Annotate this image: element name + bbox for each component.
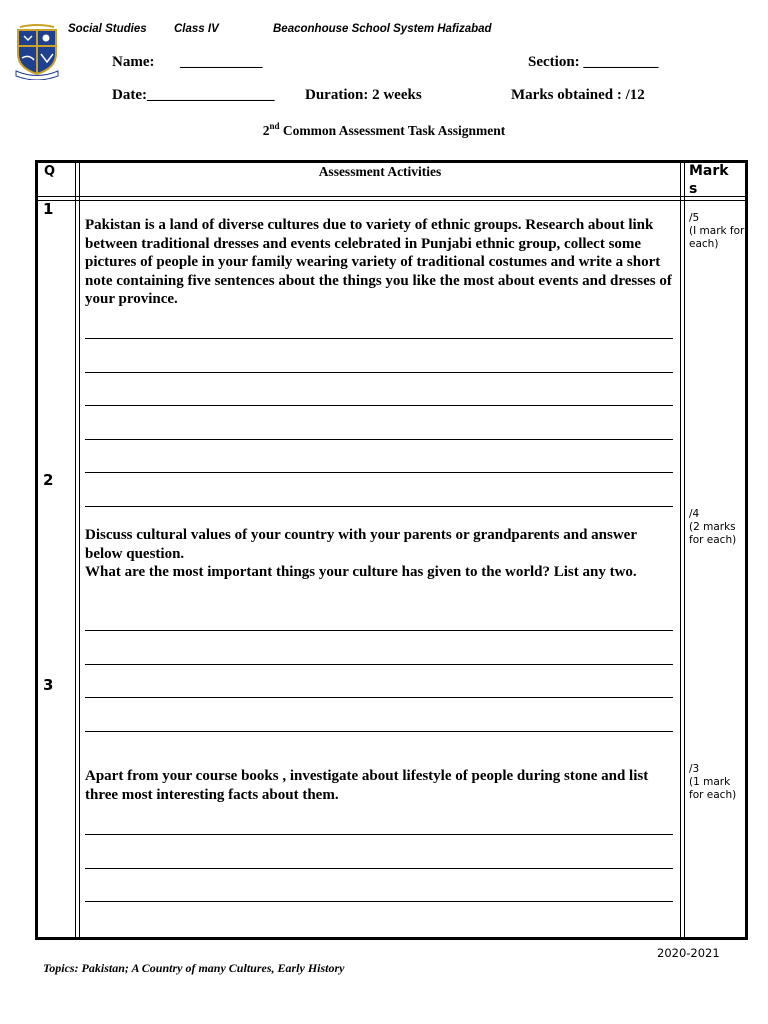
answer-line[interactable] [85,901,673,902]
question-2-marks-total: /4 [689,508,700,520]
answer-line[interactable] [85,731,673,732]
question-3-text: Apart from your course books , investigate about lifestyle of people during stone and list three most interesting facts about them. [85,768,649,803]
question-3-marks [689,763,736,802]
question-2-marks-note-2: for each) [689,534,737,546]
name-label: Name: [112,54,155,70]
question-number-2: 2 [43,471,54,489]
column-header-q: Q [44,164,56,179]
column-header-marks [689,162,729,198]
column-header-activities: Assessment Activities [318,164,442,179]
question-2-marks-note-1: (2 marks [689,521,736,533]
answer-line[interactable] [85,338,673,339]
title-ordinal-suffix: nd [269,121,280,131]
question-2-marks [689,508,736,547]
class-label: Class IV [174,23,219,35]
column-divider-q [75,160,80,940]
column-divider-marks [680,160,685,940]
answer-line[interactable] [85,472,673,473]
topics-footer: Topics: Pakistan; A Country of many Cultures, Early History [43,961,345,975]
academic-year: 2020-2021 [657,946,720,960]
answer-line[interactable] [85,868,673,869]
subject-label: Social Studies [68,23,147,35]
question-1-text: Pakistan is a land of diverse cultures due to variety of ethnic groups. Research about link between traditional dresses and events celebrated in Punjabi ethnic group, collect some pictures of people in your family wearing variety of traditional costumes and write a short note containing five sentences about the things you like the most about events and dresses of your province. [85,217,672,307]
name-blank: ___________ [180,54,263,70]
question-1-marks-note-1: (I mark for [689,225,745,237]
column-header-marks-line1: Mark [689,163,729,179]
question-2-text [85,526,677,582]
answer-line[interactable] [85,439,673,440]
section-field: Section: __________ [528,54,659,70]
answer-line[interactable] [85,372,673,373]
question-2-instruction: Discuss cultural values of your country with your parents or grandparents and answer below question. [85,527,637,562]
question-3-marks-note-2: for each) [689,789,737,801]
column-header-marks-line2: s [689,181,698,197]
answer-line[interactable] [85,697,673,698]
answer-line[interactable] [85,506,673,507]
question-3-marks-total: /3 [689,763,700,775]
assignment-title [0,121,768,139]
answer-line[interactable] [85,405,673,406]
date-field: Date:_________________ [112,87,275,103]
title-ordinal-number: 2 [262,123,270,138]
title-text: Common Assessment Task Assignment [282,123,506,138]
school-crest-logo [14,24,60,80]
duration-label: Duration: 2 weeks [305,87,422,103]
question-1-marks-total: /5 [689,212,700,224]
header-divider [35,196,748,201]
marks-obtained-label: Marks obtained : /12 [511,87,645,103]
question-number-1: 1 [43,200,54,218]
answer-line[interactable] [85,834,673,835]
answer-line[interactable] [85,630,673,631]
school-name: Beaconhouse School System Hafizabad [273,23,492,35]
question-1-marks [689,212,744,251]
answer-line[interactable] [85,664,673,665]
question-number-3: 3 [43,676,54,694]
question-3-marks-note-1: (1 mark [689,776,731,788]
question-1-marks-note-2: each) [689,238,719,250]
question-2-prompt: What are the most important things your culture has given to the world? List any two. [85,564,637,580]
